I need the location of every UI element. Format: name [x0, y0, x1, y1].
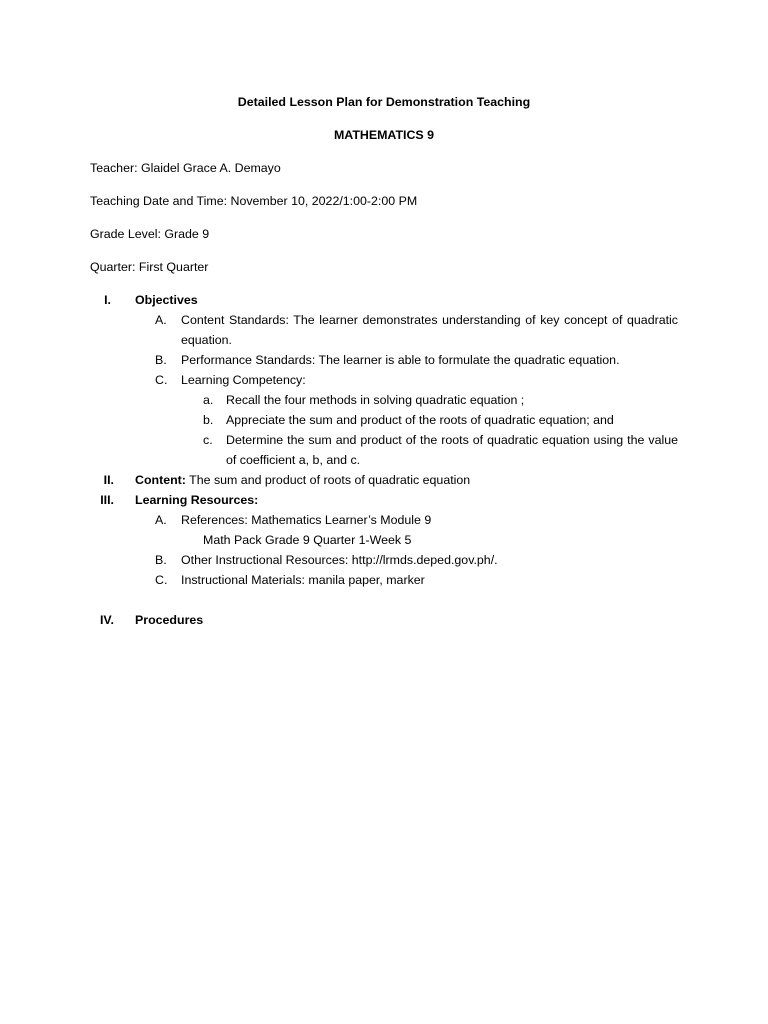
subject-heading: MATHEMATICS 9: [333, 128, 435, 142]
competency-item: Determine the sum and product of the roots of quadratic equation using the value of coefficient a, b, and c.: [226, 433, 678, 467]
competency-letter: a.: [203, 393, 214, 407]
teacher-line: Teacher: Glaidel Grace A. Demayo: [90, 161, 281, 175]
objective-content-standards: Content Standards: The learner demonstrates understanding of key concept of quadratic equation.: [181, 313, 678, 347]
resource-letter: A.: [155, 513, 167, 527]
resource-instructional-materials: Instructional Materials: manila paper, marker: [181, 573, 425, 587]
section-title-procedures: Procedures: [135, 613, 204, 627]
section-title-objectives: Objectives: [135, 293, 198, 307]
section-numeral-objectives: I.: [104, 293, 111, 307]
resource-references: References: Mathematics Learner’s Module 9: [181, 513, 432, 527]
objective-letter: C.: [155, 373, 168, 387]
date-time-line: Teaching Date and Time: November 10, 2022/1:00-2:00 PM: [90, 194, 418, 208]
competency-letter: c.: [203, 433, 213, 447]
objective-performance-standards: Performance Standards: The learner is able to formulate the quadratic equation.: [181, 353, 620, 367]
content-label: Content:: [135, 473, 186, 487]
objective-letter: A.: [155, 313, 167, 327]
competency-letter: b.: [203, 413, 214, 427]
resource-other-instructional: Other Instructional Resources: http://lrmds.deped.gov.ph/.: [181, 553, 498, 567]
resource-letter: C.: [155, 573, 168, 587]
objective-letter: B.: [155, 353, 167, 367]
competency-item: Appreciate the sum and product of the roots of quadratic equation; and: [226, 413, 614, 427]
objective-learning-competency: Learning Competency:: [181, 373, 306, 387]
section-numeral-resources: III.: [100, 493, 114, 507]
section-numeral-content: II.: [103, 473, 114, 487]
section-title-resources: Learning Resources:: [135, 493, 259, 507]
content-text: The sum and product of roots of quadratic equation: [185, 473, 471, 487]
grade-level-line: Grade Level: Grade 9: [90, 227, 210, 241]
section-title-content: [135, 470, 470, 490]
resource-letter: B.: [155, 553, 167, 567]
competency-item: Recall the four methods in solving quadratic equation ;: [226, 393, 525, 407]
resource-references-continued: Math Pack Grade 9 Quarter 1-Week 5: [203, 533, 412, 547]
section-numeral-procedures: IV.: [99, 613, 114, 627]
quarter-line: Quarter: First Quarter: [90, 260, 209, 274]
document-title: Detailed Lesson Plan for Demonstration Teaching: [237, 95, 531, 109]
